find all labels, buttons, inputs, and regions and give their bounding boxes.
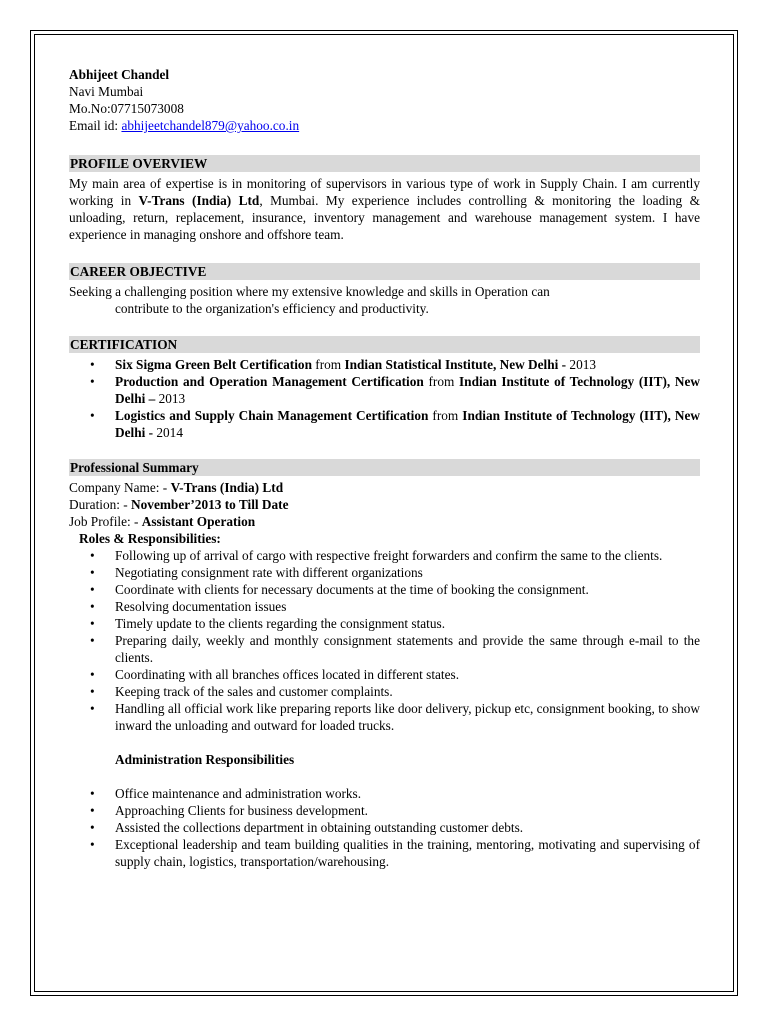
- email-line: [69, 117, 700, 134]
- list-item: • Negotiating consignment rate with different organizations: [115, 564, 700, 581]
- list-item: • Following up of arrival of cargo with respective freight forwarders and confirm the same to the clients.: [115, 547, 700, 564]
- duration-line: Duration: - November’2013 to Till Date: [69, 497, 289, 512]
- list-item: • Handling all official work like preparing reports like door delivery, pickup etc, consignment booking, to show inward the unloading and outward for loaded trucks.: [115, 700, 700, 734]
- candidate-location: Navi Mumbai: [69, 84, 144, 99]
- roles-list: [69, 547, 700, 734]
- professional-summary-header: Professional Summary: [69, 459, 700, 476]
- list-item: • Exceptional leadership and team building qualities in the training, mentoring, motivating and supervising of supply chain, logistics, transportation/warehousing.: [115, 836, 700, 870]
- list-item: • Coordinating with all branches offices located in different states.: [115, 666, 700, 683]
- admin-title: Administration Responsibilities: [115, 752, 295, 767]
- list-item: • Coordinate with clients for necessary documents at the time of booking the consignment.: [115, 581, 700, 598]
- list-item: • Timely update to the clients regarding the consignment status.: [115, 615, 700, 632]
- list-item: • Preparing daily, weekly and monthly consignment statements and provide the same through e-mail to the clients.: [115, 632, 700, 666]
- contact-block: [69, 66, 700, 134]
- list-item: • Assisted the collections department in obtaining outstanding customer debts.: [115, 819, 700, 836]
- list-item: • Six Sigma Green Belt Certification from Indian Statistical Institute, New Delhi - 2013: [115, 356, 700, 373]
- candidate-mobile: Mo.No:07715073008: [69, 101, 184, 116]
- candidate-name: Abhijeet Chandel: [69, 67, 170, 82]
- list-item: • Production and Operation Management Certification from Indian Institute of Technology (IIT), New Delhi – 2013: [115, 373, 700, 407]
- career-objective-text: Seeking a challenging position where my extensive knowledge and skills in Operation can contribute to the organization's efficiency and productivity.: [69, 284, 550, 316]
- admin-list: [69, 785, 700, 870]
- roles-title: Roles & Responsibilities:: [79, 531, 221, 546]
- job-profile-line: Job Profile: - Assistant Operation: [69, 514, 256, 529]
- list-item: • Keeping track of the sales and customer complaints.: [115, 683, 700, 700]
- profile-overview-header: PROFILE OVERVIEW: [69, 155, 700, 172]
- certification-header: CERTIFICATION: [69, 336, 700, 353]
- list-item: • Approaching Clients for business development.: [115, 802, 700, 819]
- list-item: • Office maintenance and administration works.: [115, 785, 700, 802]
- profile-overview-text: My main area of expertise is in monitoring of supervisors in various type of work in Supply Chain. I am currently working in V-Trans (India) Ltd, Mumbai. My experience includes controlling & monitoring the loading & unloading, return, replacement, insurance, inventory management and warehouse management system. I have experience in managing onshore and offshore team.: [69, 176, 700, 242]
- certification-list: [69, 356, 700, 441]
- career-objective-header: CAREER OBJECTIVE: [69, 263, 700, 280]
- company-line: Company Name: - V-Trans (India) Ltd: [69, 480, 284, 495]
- current-company: V-Trans (India) Ltd: [138, 193, 260, 208]
- resume-document: [69, 66, 700, 870]
- email-link[interactable]: abhijeetchandel879@yahoo.co.in: [121, 118, 300, 133]
- list-item: • Logistics and Supply Chain Management Certification from Indian Institute of Technology (IIT), New Delhi - 2014: [115, 407, 700, 441]
- list-item: • Resolving documentation issues: [115, 598, 700, 615]
- email-label: Email id:: [69, 118, 122, 133]
